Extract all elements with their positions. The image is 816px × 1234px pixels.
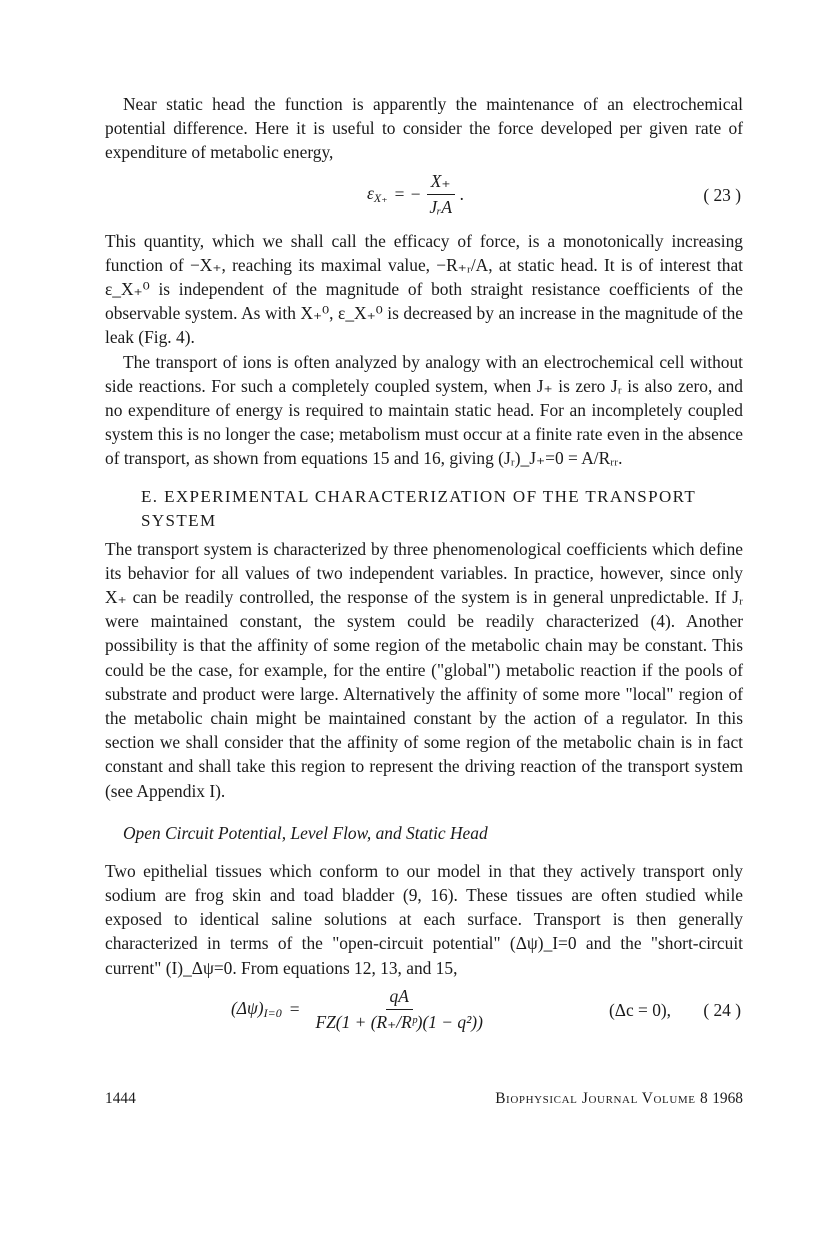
journal-volume: Volume 8	[641, 1090, 709, 1107]
journal-year: 1968	[712, 1090, 743, 1107]
equation-23-number: ( 23 )	[703, 184, 741, 205]
equation-24-condition: (Δc = 0),	[609, 999, 672, 1020]
equation-24-fraction	[312, 986, 487, 1033]
equation-23-fraction	[425, 171, 456, 218]
equation-23-period: .	[459, 183, 465, 204]
equation-24-numerator: qA	[386, 986, 413, 1010]
equation-24-equals: =	[289, 998, 300, 1019]
equation-23	[105, 165, 743, 229]
page-number: 1444	[105, 1090, 136, 1107]
equation-24	[105, 984, 743, 1046]
paragraph-electrochemical-cell: The transport of ions is often analyzed by analogy with an electrochemical cell without side reactions. For such a completely coupled system, when J₊ is zero Jᵣ is also zero, and no expenditure of energy is required to maintain static head. For an incompletely coupled system this is no longer the case; metabolism must occur at a finite rate even in the absence of transport, as shown from equations 15 and 16, giving (Jᵣ)_J₊=0 = A/Rᵣᵣ.	[105, 351, 743, 469]
equation-23-expression	[367, 171, 464, 218]
section-heading-experimental-characterization: E. EXPERIMENTAL CHARACTERIZATION OF THE TRANSPORT SYSTEM	[141, 486, 696, 530]
journal-citation	[495, 1090, 743, 1108]
paragraph-efficacy-of-force: This quantity, which we shall call the efficacy of force, is a monotonically increasing function of −X₊, reaching its maximal value, −R₊ᵣ/A, at static head. It is of interest that ε_X₊⁰ is independent of the magnitude of both straight resistance coefficients of the observable system. As with X₊⁰, ε_X₊⁰ is decreased by an increase in the magnitude of the leak (Fig. 4).	[105, 230, 743, 348]
equation-23-equals: = −	[393, 183, 422, 204]
equation-24-number: ( 24 )	[703, 999, 741, 1020]
equation-24-lhs: $(\Delta\psi)_{I=0}$	[231, 997, 282, 1020]
equation-24-lhs-subscript: I=0	[263, 1005, 282, 1020]
page-footer	[105, 1090, 743, 1108]
paragraph-epithelial-tissues: Two epithelial tissues which conform to our model in that they actively transport only sodium are frog skin and toad bladder (9, 16). These tissues are often studied while exposed to identical saline solutions at each surface. Transport is then generally characterized in terms of the "open-circuit potential" (Δψ)_I=0 and the "short-circuit current" (I)_Δψ=0. From equations 12, 13, and 15,	[105, 860, 743, 978]
equation-23-lhs-subscript: X₊	[373, 190, 388, 205]
equation-23-denominator: JᵣA	[429, 196, 452, 217]
equation-24-denominator: FZ(1 + (R₊/Rᵖ)(1 − q²))	[315, 1011, 483, 1032]
journal-name: Biophysical Journal	[495, 1090, 638, 1107]
paragraph-phenomenological-coefficients: The transport system is characterized by three phenomenological coefficients which define its behavior for all values of two independent variables. In practice, however, since only X₊ can be readily controlled, the response of the system is in general unpredictable. If Jᵣ were maintained constant, the system could be readily characterized (4). Another possibility is that the affinity of some region of the metabolic chain may be constant. This could be the case, for example, for the entire ("global") metabolic reaction if the pools of substrate and product were large. Alternatively the affinity of some more "local" region of the metabolic chain might be maintained constant by the action of a regulator. In this section we shall consider that the affinity of some region of the metabolic chain is in fact constant and shall take this region to represent the driving reaction of the transport system (see Appendix I).	[105, 538, 743, 801]
equation-24-expression	[231, 986, 491, 1033]
subsection-heading-open-circuit: Open Circuit Potential, Level Flow, and Static Head	[123, 822, 488, 843]
paragraph-static-head: Near static head the function is apparently the maintenance of an electrochemical potential difference. Here it is useful to consider the force developed per given rate of expenditure of metabolic energy,	[105, 94, 743, 163]
page-content	[105, 92, 743, 1046]
equation-23-numerator: X₊	[427, 171, 455, 195]
equation-23-lhs: $\varepsilon_{X_+}$	[367, 182, 388, 205]
